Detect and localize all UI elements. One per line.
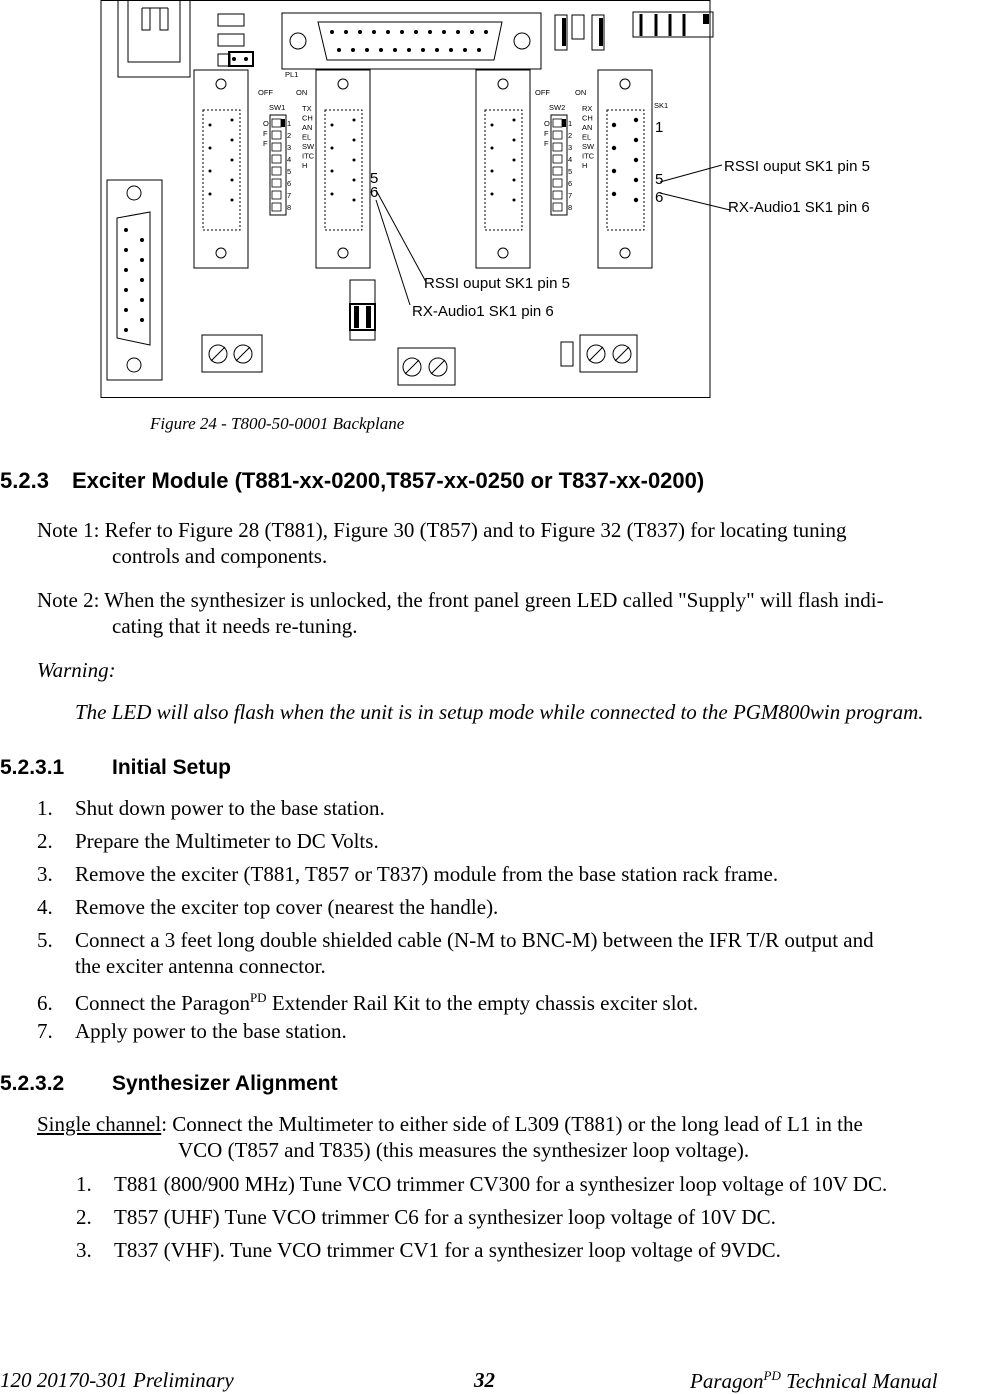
sw1-switch-number: 5 xyxy=(287,167,292,176)
pins-sk1 xyxy=(612,118,638,202)
setup-step-6 xyxy=(37,985,977,1016)
setup-step-3 xyxy=(37,861,977,887)
sw2-switch-number: 2 xyxy=(568,131,573,140)
footer-left: 120 20170-301 Preliminary xyxy=(0,1368,234,1392)
sw1-off-label: OFF xyxy=(258,88,273,97)
rx-channel-text: CH xyxy=(582,113,593,123)
sw1-switch-number: 3 xyxy=(287,143,292,152)
step-number: 7. xyxy=(37,1019,53,1043)
audio-label-mid: RX-Audio1 SK1 pin 6 xyxy=(412,303,554,320)
sw2-toggles xyxy=(553,119,566,211)
sk1-label: SK1 xyxy=(654,101,669,110)
sw1-switch-number: 4 xyxy=(287,155,292,164)
note-2 xyxy=(37,587,967,639)
pins-dsub-3 xyxy=(491,119,516,202)
synth-lead-text: : Connect the Multimeter to either side of L309 (T881) or the long lead of L1 in the xyxy=(161,1112,863,1136)
synth-step-2 xyxy=(76,1204,999,1230)
mid-pin-5: 5 xyxy=(370,170,379,187)
initial-setup-heading xyxy=(0,756,231,780)
note-1-line-1: Note 1: Refer to Figure 28 (T881), Figure 30 (T857) and to Figure 32 (T837) for locating tuning xyxy=(37,518,847,542)
step-number: 6. xyxy=(37,991,53,1015)
sw2-switch-number: 3 xyxy=(568,143,573,152)
step-number: 3. xyxy=(76,1238,92,1262)
figure-caption: Figure 24 - T800-50-0001 Backplane xyxy=(150,414,405,433)
sw2-off-label: OFF xyxy=(535,88,550,97)
rx-channel-text: EL xyxy=(582,132,592,142)
rx-channel-text: AN xyxy=(582,123,593,132)
synth-lead-cont: VCO (T857 and T835) (this measures the synthesizer loop voltage). xyxy=(178,1138,750,1162)
step-number: 5. xyxy=(37,928,53,952)
synth-heading xyxy=(0,1072,338,1096)
footer-right-pre: Paragon xyxy=(690,1369,764,1393)
pins-dsub-2 xyxy=(331,119,356,202)
single-channel-label: Single channel xyxy=(37,1112,162,1136)
tx-channel-text: H xyxy=(302,161,308,170)
sw2-switch-number: 1 xyxy=(568,119,573,128)
tx-channel-text: EL xyxy=(302,132,312,142)
rssi-label-mid: RSSI ouput SK1 pin 5 xyxy=(424,275,570,292)
section-heading xyxy=(0,468,704,494)
synth-lead xyxy=(37,1111,977,1163)
step-text: Connect the Paragon xyxy=(75,991,250,1015)
pins-dsub-1 xyxy=(209,119,234,202)
sw1-switch-number: 7 xyxy=(287,191,292,200)
footer-right-post: Technical Manual xyxy=(780,1369,938,1393)
left-dsub-15 xyxy=(107,180,162,380)
sw2-off-letter: O xyxy=(544,119,550,128)
note-1 xyxy=(37,517,967,569)
note-1-line-2: controls and components. xyxy=(112,544,328,568)
sw1-switch-number: 1 xyxy=(287,119,292,128)
initial-setup-number: 5.2.3.1 xyxy=(0,756,65,779)
tx-channel-text: ITC xyxy=(302,151,315,161)
synth-step-1 xyxy=(76,1171,999,1197)
step-number: 3. xyxy=(37,862,53,886)
sw2-switch-number: 8 xyxy=(568,203,573,212)
sw1-switch-number: 8 xyxy=(287,203,292,212)
synth-step-3 xyxy=(76,1237,999,1263)
rssi-label-right: RSSI ouput SK1 pin 5 xyxy=(724,158,870,175)
setup-step-2 xyxy=(37,828,977,854)
step-text: T837 (VHF). Tune VCO trimmer CV1 for a synthesizer loop voltage of 9VDC. xyxy=(114,1238,781,1262)
step-text: Remove the exciter (T881, T857 or T837) module from the base station rack frame. xyxy=(75,862,779,886)
audio-label-right: RX-Audio1 SK1 pin 6 xyxy=(728,199,870,216)
sw1-label: SW1 xyxy=(269,103,286,112)
section-title: Exciter Module (T881-xx-0200,T857-xx-0250 or T837-xx-0200) xyxy=(72,468,705,493)
rx-channel-text: RX xyxy=(582,104,593,113)
pins-pl1 xyxy=(330,30,488,52)
sk1-pin-6: 6 xyxy=(655,189,664,206)
pl1-label: PL1 xyxy=(285,70,299,79)
tx-channel-text: AN xyxy=(302,123,313,132)
rx-channel-text: SW xyxy=(582,142,595,151)
setup-step-5 xyxy=(37,927,977,979)
initial-setup-title: Initial Setup xyxy=(112,756,232,779)
note-2-line-1: Note 2: When the synthesizer is unlocked, the front panel green LED called "Supply" will flash indi- xyxy=(37,588,884,612)
sw1-on-label: ON xyxy=(296,88,308,97)
sw1-off-letter: F xyxy=(263,139,268,148)
step-number: 2. xyxy=(76,1205,92,1229)
sk1-pin-5: 5 xyxy=(655,171,664,188)
step-text: T881 (800/900 MHz) Tune VCO trimmer CV300 for a synthesizer loop voltage of 10V DC. xyxy=(114,1172,888,1196)
step-text: Apply power to the base station. xyxy=(75,1019,347,1043)
audio-leader-mid xyxy=(376,200,410,305)
sw2-switch-number: 4 xyxy=(568,155,573,164)
sw1-switch-number: 2 xyxy=(287,131,292,140)
pins-dsub-15 xyxy=(124,228,144,332)
section-number: 5.2.3 xyxy=(0,468,49,493)
footer-right-sup: PD xyxy=(763,1368,781,1383)
warning-text: The LED will also flash when the unit is in setup mode while connected to the PGM800win program. xyxy=(75,700,924,724)
step-number: 2. xyxy=(37,829,53,853)
rx-channel-text: H xyxy=(582,161,588,170)
sw2-off-letter: F xyxy=(544,139,549,148)
rssi-leader-right xyxy=(660,165,722,182)
setup-step-4 xyxy=(37,894,977,920)
tx-channel-text: TX xyxy=(302,104,312,113)
tx-channel-text: SW xyxy=(302,142,315,151)
sw1-toggles xyxy=(272,119,285,211)
warning-label: Warning: xyxy=(37,658,116,682)
tx-channel-text: CH xyxy=(302,113,313,123)
sw1-off-letter: O xyxy=(263,119,269,128)
step-sup: PD xyxy=(249,990,267,1005)
note-2-line-2: cating that it needs re-tuning. xyxy=(112,614,358,638)
sw2-switch-number: 7 xyxy=(568,191,573,200)
sw2-switch-number: 5 xyxy=(568,167,573,176)
step-text-post: Extender Rail Kit to the empty chassis exciter slot. xyxy=(266,991,699,1015)
sw1-switch-number: 6 xyxy=(287,179,292,188)
sw2-on-label: ON xyxy=(575,88,587,97)
rssi-leader-mid xyxy=(376,190,426,282)
step-number: 1. xyxy=(37,796,53,820)
step-text: Connect a 3 feet long double shielded cable (N-M to BNC-M) between the IFR T/R output and xyxy=(75,928,874,952)
step-text: Shut down power to the base station. xyxy=(75,796,385,820)
pl1-connector xyxy=(282,13,541,69)
page-number: 32 xyxy=(474,1368,495,1392)
sw1-off-letter: F xyxy=(263,129,268,138)
sw2-switch-number: 6 xyxy=(568,179,573,188)
sk1-pin-1: 1 xyxy=(655,119,664,136)
setup-step-7 xyxy=(37,1018,977,1044)
setup-step-1 xyxy=(37,795,977,821)
backplane-figure xyxy=(0,0,999,405)
footer-right xyxy=(690,1368,938,1394)
audio-leader-right xyxy=(660,193,730,210)
step-text: Prepare the Multimeter to DC Volts. xyxy=(75,829,379,853)
synth-number: 5.2.3.2 xyxy=(0,1072,65,1095)
rx-channel-text: ITC xyxy=(582,151,595,161)
sw2-off-letter: F xyxy=(544,129,549,138)
synth-title: Synthesizer Alignment xyxy=(112,1072,338,1095)
sw2-label: SW2 xyxy=(549,103,566,112)
step-text: Remove the exciter top cover (nearest the handle). xyxy=(75,895,499,919)
step-text: T857 (UHF) Tune VCO trimmer C6 for a synthesizer loop voltage of 10V DC. xyxy=(114,1205,776,1229)
step-number: 1. xyxy=(76,1172,92,1196)
mid-pin-6: 6 xyxy=(370,184,379,201)
step-text-cont: the exciter antenna connector. xyxy=(75,954,326,978)
step-number: 4. xyxy=(37,895,53,919)
